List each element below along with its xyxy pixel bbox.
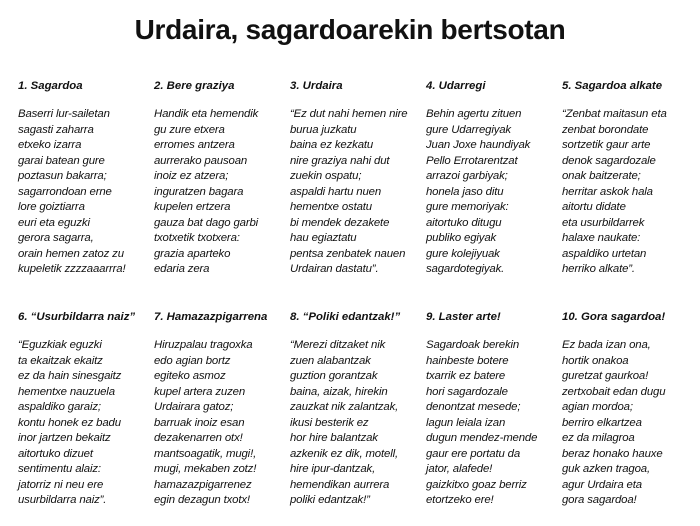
poem-1 — [18, 78, 154, 278]
poem-line: hire ipur-dantzak, — [290, 463, 376, 475]
poem-line: sortzetik gaur arte — [562, 139, 651, 151]
poem-4 — [426, 78, 562, 278]
poem-title: 4. Udarregi — [426, 80, 486, 92]
poem-line: lore goiztiarra — [18, 201, 85, 213]
poem-verse — [426, 107, 558, 278]
poem-verse — [154, 107, 286, 278]
poem-line: gure memoriyak: — [426, 201, 509, 213]
poem-line: erromes antzera — [154, 139, 235, 151]
poem-line: aitortuko dizuet — [18, 447, 93, 460]
poem-line: herritar askok hala — [562, 185, 653, 198]
poem-8 — [290, 309, 426, 509]
poem-line: kupelen ertzera — [154, 201, 231, 213]
poem-2 — [154, 78, 290, 278]
poem-line: beraz honako hauxe — [562, 447, 663, 460]
poem-line: baina ez kezkatu — [290, 139, 374, 151]
poem-9 — [426, 309, 562, 509]
poem-line: sagardotegiyak. — [426, 263, 505, 275]
poem-line: gu zure etxera — [154, 123, 225, 136]
poem-3 — [290, 78, 426, 278]
poem-line: grazia aparteko — [154, 247, 231, 260]
poem-line: pentsa zenbatek nauen — [290, 247, 406, 260]
poem-line: hamazazpigarrenez — [154, 478, 252, 491]
poem-line: bi mendek dezakete — [290, 216, 390, 229]
poem-verse — [154, 338, 286, 509]
poem-line: agur Urdaira eta — [562, 478, 642, 491]
poem-line: zuekin ospatu; — [290, 170, 362, 182]
poem-line: nire graziya nahi dut — [290, 154, 390, 167]
poem-line: aspaldiko urtetan — [562, 247, 647, 260]
poem-line: gerora sagarra, — [18, 232, 94, 244]
poem-title: 10. Gora sagardoa! — [562, 311, 666, 323]
poem-line: Urdairara gatoz; — [154, 401, 234, 413]
poem-line: txarrik ez batere — [426, 370, 506, 382]
poem-line: denontzat mesede; — [426, 401, 521, 413]
poem-line: zauzkat nik zalantzak, — [290, 401, 399, 413]
poem-line: mugi, mekaben zotz! — [154, 463, 257, 475]
poem-title: 7. Hamazazpigarrena — [154, 311, 268, 323]
poem-line: Behin agertu zituen — [426, 108, 522, 120]
poem-line: barruak inoiz esan — [154, 416, 245, 429]
poem-line: etortzeko ere! — [426, 494, 494, 506]
poem-line: Ez bada izan ona, — [562, 339, 651, 351]
poem-line: zuen alabantzak — [290, 354, 371, 367]
poem-line: jator, alafede! — [426, 463, 493, 475]
poem-line: Juan Joxe haundiyak — [426, 139, 531, 151]
poem-line: gure kolejiyuak — [426, 247, 500, 260]
poem-line: guk azken tragoa, — [562, 463, 651, 475]
poem-line: hementxe nauzuela — [18, 385, 115, 398]
poem-line: honela jaso ditu — [426, 185, 504, 198]
poem-line: berriro elkartzea — [562, 416, 642, 429]
page-title: Urdaira, sagardoarekin bertsotan — [134, 14, 566, 45]
poem-line: gora sagardoa! — [562, 494, 637, 506]
poem-line: “Eguzkiak eguzki — [18, 339, 102, 351]
poem-line: hortik onakoa — [562, 354, 629, 367]
poem-title: 9. Laster arte! — [426, 311, 501, 323]
poem-line: kupeletik zzzzaaarrra! — [18, 263, 126, 275]
poem-line: hementxe ostatu — [290, 201, 372, 213]
poem-line: mantsoagatik, mugi!, — [154, 447, 257, 460]
poem-10 — [562, 309, 698, 509]
poem-line: zenbat borondate — [562, 123, 649, 136]
poem-line: azkenik ez dik, motell, — [290, 447, 398, 460]
poem-line: kupel artera zuzen — [154, 385, 246, 398]
poem-line: halaxe naukate: — [562, 232, 641, 244]
poem-line: Baserri lur-sailetan — [18, 108, 110, 120]
poem-line: dugun mendez-mende — [426, 432, 538, 444]
poem-line: txotxetik txotxera: — [154, 232, 240, 244]
poem-line: Sagardoak berekin — [426, 339, 520, 351]
poem-line: ta ekaitzak ekaitz — [18, 354, 103, 367]
poem-line: zertxobait edan dugu — [562, 385, 666, 398]
poem-line: egin dezagun txotx! — [154, 494, 250, 506]
poem-line: inoiz ez atzera; — [154, 170, 229, 182]
poem-line: aspaldiko garaiz; — [18, 401, 101, 413]
poem-5 — [562, 78, 698, 278]
poem-verse — [290, 107, 422, 278]
poem-line: guretzat gaurkoa! — [562, 370, 649, 382]
poem-line: “Ez dut nahi hemen nire — [290, 108, 408, 120]
poem-line: jatorriz ni neu ere — [18, 478, 104, 491]
poem-line: lagun leiala izan — [426, 416, 506, 429]
poem-title: 3. Urdaira — [290, 80, 343, 92]
poem-line: burua juzkatu — [290, 123, 357, 136]
poem-verse — [290, 338, 422, 509]
poem-6 — [18, 309, 154, 509]
poem-verse — [562, 338, 694, 509]
poem-line: herriko alkate”. — [562, 263, 635, 275]
poem-line: Pello Errotarentzat — [426, 154, 518, 167]
poem-line: aspaldi hartu nuen — [290, 185, 382, 198]
poem-line: egiteko asmoz — [154, 370, 226, 382]
poem-line: edaria zera — [154, 263, 210, 275]
poem-line: aitortuko ditugu — [426, 216, 502, 229]
poem-line: denok sagardozale — [562, 154, 656, 167]
poem-line: gure Udarregiyak — [426, 123, 511, 136]
poem-row-top — [18, 78, 698, 278]
poem-verse — [562, 107, 694, 278]
poem-line: sagarrondoan erne — [18, 185, 112, 198]
poem-line: onak baitzerate; — [562, 170, 641, 182]
poem-line: garai batean gure — [18, 154, 105, 167]
poem-title: 8. “Poliki edantzak!” — [290, 311, 401, 323]
poem-verse — [426, 338, 558, 509]
poem-verse — [18, 338, 150, 509]
poem-line: publiko egiyak — [426, 232, 497, 244]
poem-line: agian mordoa; — [562, 401, 633, 413]
poem-line: hor hire balantzak — [290, 432, 378, 444]
poem-line: baina, aizak, hirekin — [290, 385, 388, 398]
poem-line: ikusi besterik ez — [290, 416, 369, 429]
poem-line: Handik eta hemendik — [154, 108, 259, 120]
poem-line: sentimentu alaiz: — [18, 463, 101, 475]
poem-line: “Zenbat maitasun eta — [562, 108, 667, 120]
poem-line: gaur ere portatu da — [426, 447, 521, 460]
poem-line: inor jartzen bekaitz — [18, 432, 111, 444]
poem-line: hainbeste botere — [426, 354, 509, 367]
poem-title: 1. Sagardoa — [18, 80, 83, 92]
poem-title: 5. Sagardoa alkate — [562, 80, 663, 92]
poem-line: edo agian bortz — [154, 354, 231, 367]
poem-line: gaizkitxo goaz berriz — [426, 478, 527, 491]
poem-line: guztion gorantzak — [290, 370, 378, 382]
poem-line: aurrerako pausoan — [154, 154, 248, 167]
poem-line: hori sagardozale — [426, 385, 508, 398]
poem-line: dezakenarren otx! — [154, 432, 243, 444]
poem-line: euri eta eguzki — [18, 216, 90, 229]
poem-line: Hiruzpalau tragoxka — [154, 339, 253, 351]
poem-line: etxeko izarra — [18, 139, 82, 151]
poem-line: Urdairan dastatu”. — [290, 263, 379, 275]
poem-line: hau egiaztatu — [290, 232, 357, 244]
poem-title: 2. Bere graziya — [154, 80, 235, 92]
poem-7 — [154, 309, 290, 509]
poem-line: poliki edantzak!” — [290, 494, 370, 506]
poem-line: inguratzen bagara — [154, 185, 244, 198]
poem-row-bottom — [18, 309, 698, 509]
poem-line: aitortu didate — [562, 201, 626, 213]
poem-line: “Merezi ditzaket nik — [290, 339, 386, 351]
poem-line: arrazoi garbiyak; — [426, 170, 508, 182]
poem-line: poztasun bakarra; — [18, 170, 107, 182]
poem-line: eta usurbildarrek — [562, 216, 645, 229]
poem-line: sagasti zaharra — [18, 123, 94, 136]
poem-line: usurbildarra naiz”. — [18, 494, 107, 506]
poem-line: hemendikan aurrera — [290, 478, 390, 491]
poem-line: kontu honek ez badu — [18, 416, 121, 429]
poem-line: orain hemen zatoz zu — [18, 247, 124, 260]
poem-line: ez da milagroa — [562, 432, 635, 444]
poem-line: ez da hain sinesgaitz — [18, 370, 122, 382]
poem-verse — [18, 107, 150, 278]
poem-line: gauza bat dago garbi — [154, 216, 259, 229]
poem-title: 6. “Usurbildarra naiz” — [18, 311, 136, 323]
